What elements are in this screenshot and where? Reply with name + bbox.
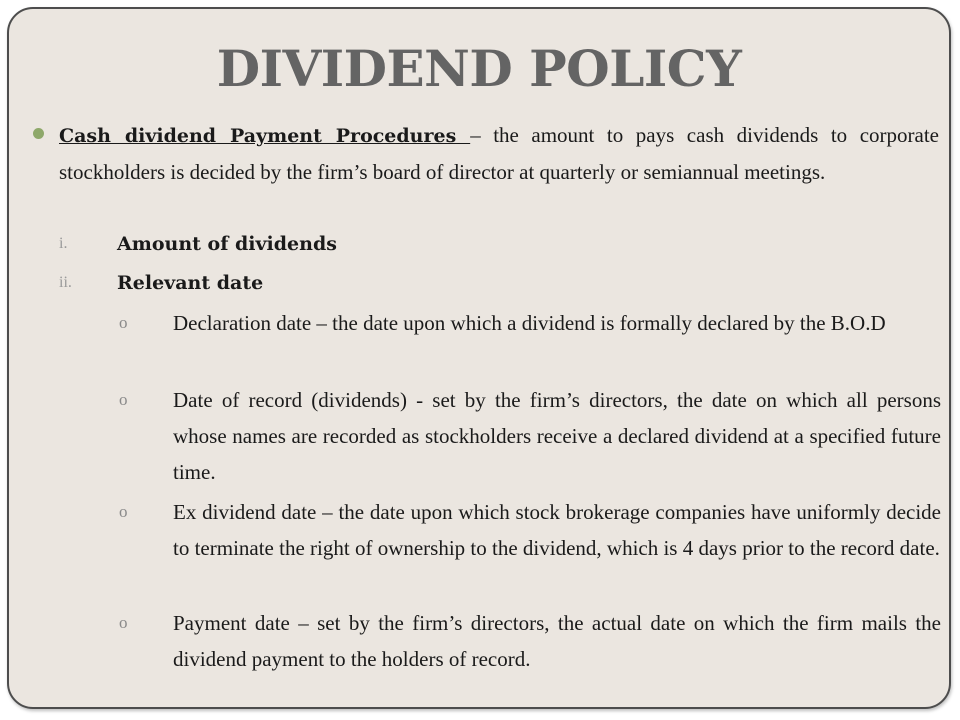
bullet-heading: Cash dividend Payment Procedures xyxy=(59,125,471,147)
numbered-marker: ii. xyxy=(59,274,72,291)
sub-item-text: Declaration date – the date upon which a dividend is formally declared by the B.O.D xyxy=(173,311,886,335)
bullet-body: – the amount to pays cash dividends to corporate stockholders is decided by the firm’s board of director at quarterly or semiannual meetings. xyxy=(59,123,939,184)
circle-bullet-icon: o xyxy=(119,390,128,409)
sub-item-text: Ex dividend date – the date upon which stock brokerage companies have uniformly decide to terminate the right of ownership to the dividend, which is 4 days prior to the record date. xyxy=(173,500,941,560)
bullet-cash-dividend xyxy=(27,117,939,190)
numbered-label: Relevant date xyxy=(117,272,264,294)
numbered-label: Amount of dividends xyxy=(117,233,337,255)
sub-item-payment-date xyxy=(119,605,941,677)
slide xyxy=(7,7,951,709)
sub-item-text: Payment date – set by the firm’s directors, the actual date on which the firm mails the dividend payment to the holders of record. xyxy=(173,611,941,671)
numbered-item-amount xyxy=(59,226,929,262)
circle-bullet-icon: o xyxy=(119,502,128,521)
sub-item-declaration-date xyxy=(119,305,941,341)
circle-bullet-icon: o xyxy=(119,313,128,332)
bullet-text xyxy=(59,117,939,190)
sub-item-date-of-record xyxy=(119,382,941,490)
sub-item-ex-dividend-date xyxy=(119,494,941,566)
numbered-marker: i. xyxy=(59,235,68,252)
sub-item-text: Date of record (dividends) - set by the firm’s directors, the date on which all persons whose names are recorded as stockholders receive a declared dividend at a specified future time. xyxy=(173,388,941,484)
slide-title: DIVIDEND POLICY xyxy=(216,39,742,98)
numbered-item-relevant-date xyxy=(59,265,929,301)
circle-bullet-icon: o xyxy=(119,613,128,632)
bullet-dot-icon xyxy=(33,128,44,139)
